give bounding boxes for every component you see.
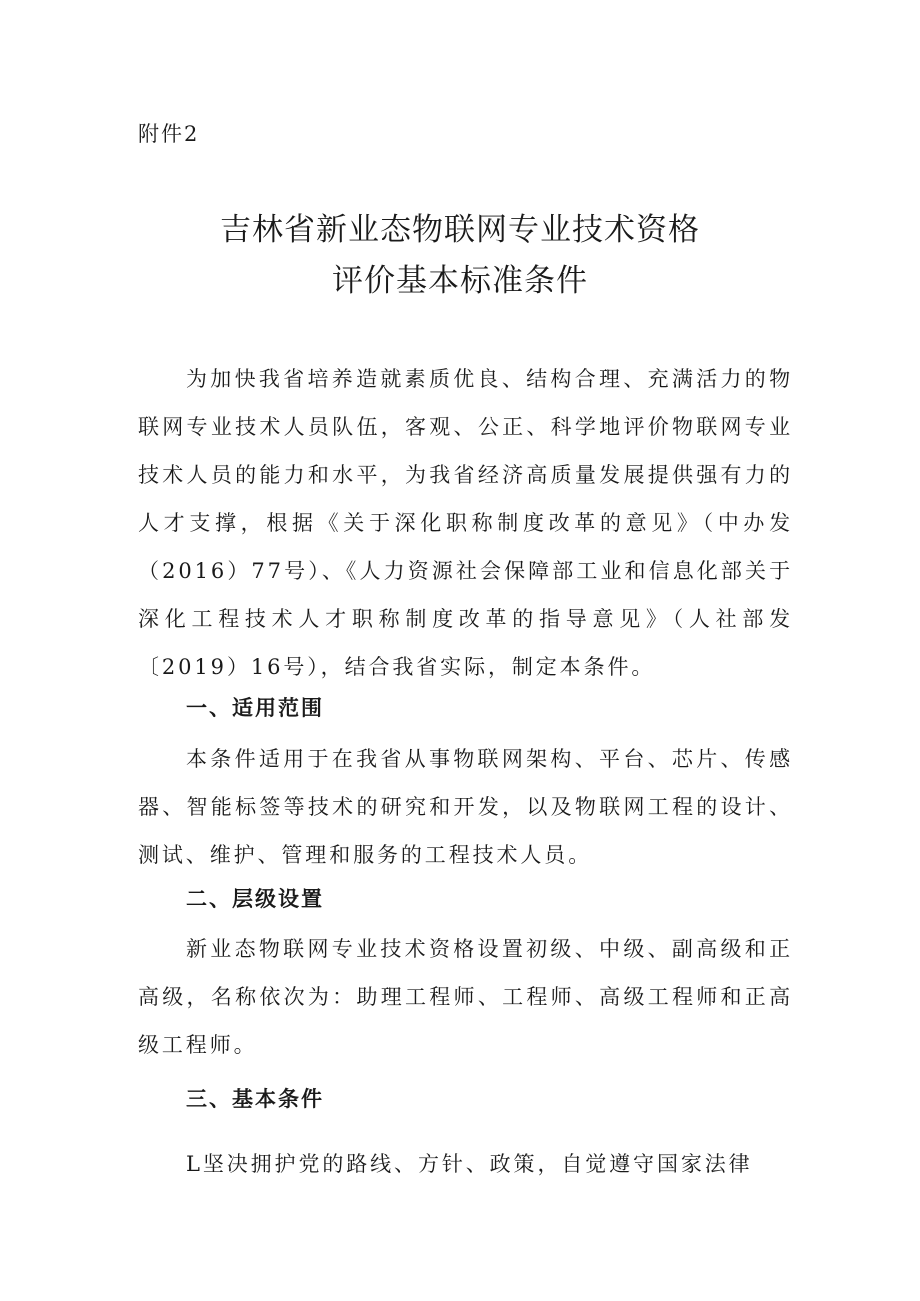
section-body-scope: 本条件适用于在我省从事物联网架构、平台、芯片、传感器、智能标签等技术的研究和开发，以及物联网工程的设计、测试、维护、管理和服务的工程技术人员。 <box>138 747 793 867</box>
attachment-label: 附件2 <box>138 122 200 146</box>
document-title-line-1: 吉林省新业态物联网专业技术资格 <box>220 212 700 248</box>
section-heading-basic-conditions: 三、基本条件 <box>186 1087 324 1111</box>
intro-paragraph: 为加快我省培养造就素质优良、结构合理、充满活力的物联网专业技术人员队伍，客观、公正、科学地评价物联网专业技术人员的能力和水平，为我省经济高质量发展提供强有力的人才支撑，根据《关于深化职称制度改革的意见》（中办发（2016）77号）、《人力资源社会保障部工业和信息化部关于深化工程技术人才职称制度改革的指导意见》（人社部发〔2019）16号），结合我省实际，制定本条件。 <box>138 367 793 679</box>
section-body-basic-conditions: L坚决拥护党的路线、方针、政策，自觉遵守国家法律 <box>186 1152 753 1176</box>
section-body-levels: 新业态物联网专业技术资格设置初级、中级、副高级和正高级，名称依次为：助理工程师、工程师、高级工程师和正高级工程师。 <box>138 937 793 1057</box>
section-heading-scope: 一、适用范围 <box>186 696 324 720</box>
document-title-line-2: 评价基本标准条件 <box>332 263 588 299</box>
section-heading-levels: 二、层级设置 <box>186 887 324 911</box>
